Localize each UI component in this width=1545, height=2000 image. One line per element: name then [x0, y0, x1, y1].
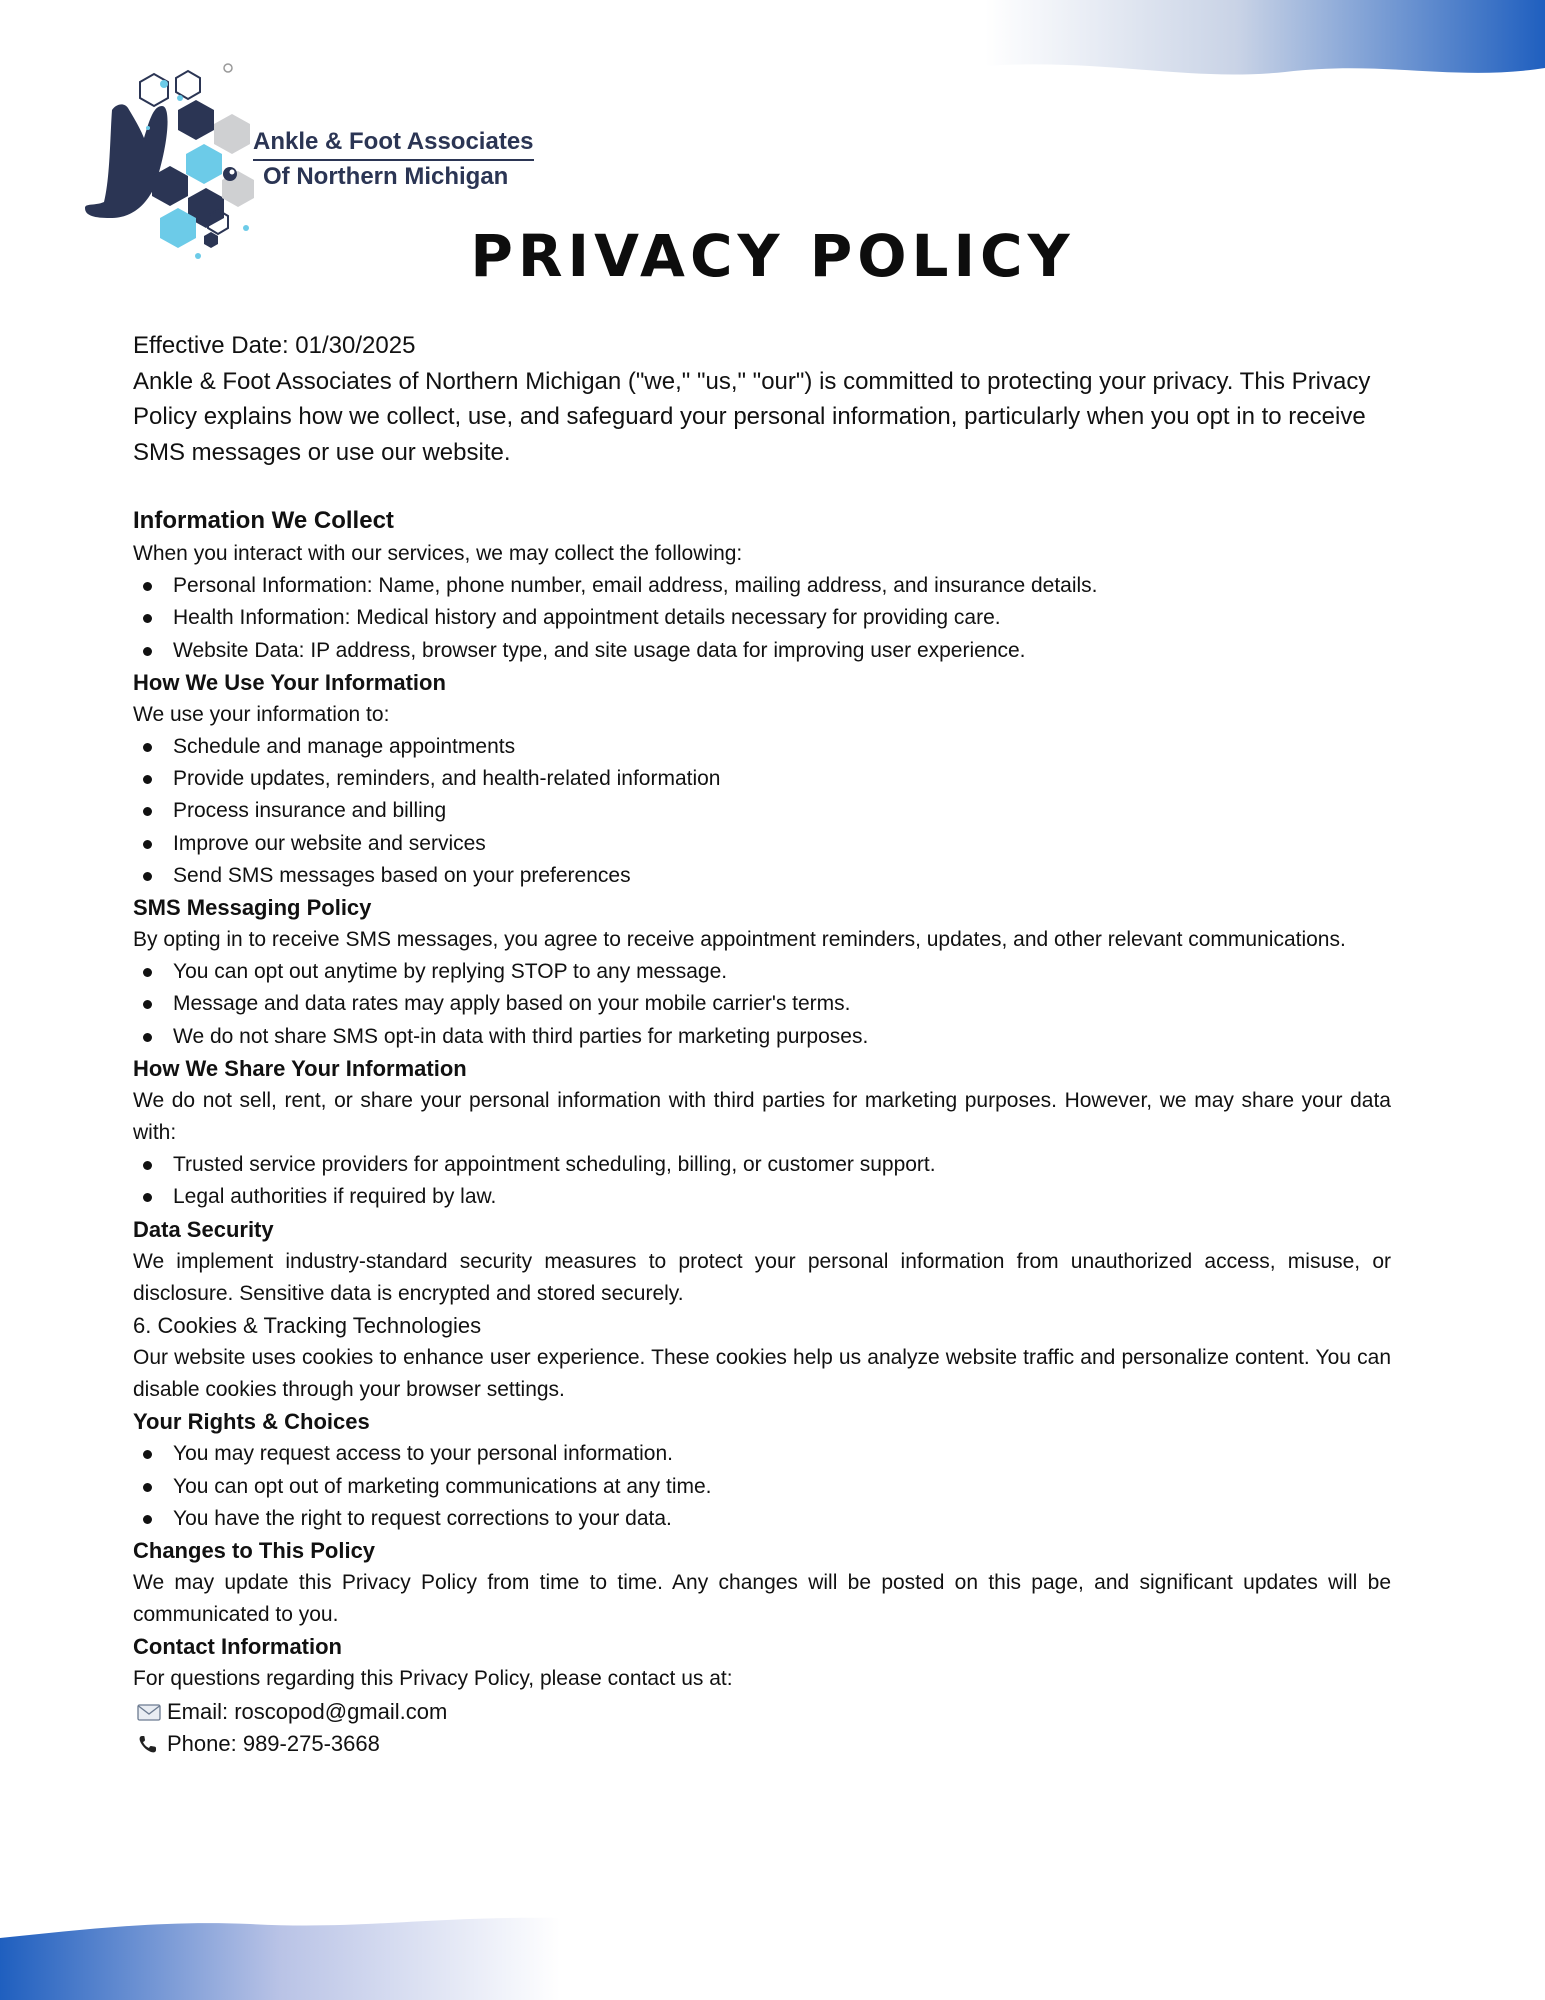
contact-email	[133, 1696, 1391, 1728]
section-text: For questions regarding this Privacy Policy, please contact us at:	[133, 1667, 733, 1691]
bullet-icon	[143, 1033, 152, 1042]
intro-paragraph: Ankle & Foot Associates of Northern Michigan ("we," "us," "our") is committed to protecting your privacy. This Privacy Policy explains how we collect, use, and safeguard your personal information, particularly when you opt in to receive SMS messages or use our website.	[133, 367, 1371, 466]
bullet-icon	[143, 1161, 152, 1170]
section-sms	[133, 892, 1391, 1053]
bullet-list	[133, 1438, 1391, 1535]
section-cookies	[133, 1310, 1391, 1406]
section-heading: Information We Collect	[133, 507, 394, 534]
policy-content	[133, 328, 1391, 1760]
bullet-icon	[143, 1193, 152, 1202]
phone-icon	[137, 1734, 161, 1754]
logo-name-line2: Of Northern Michigan	[263, 163, 509, 190]
bullet-list	[133, 731, 1391, 892]
list-item: Personal Information: Name, phone number, email address, mailing address, and insurance details.	[133, 570, 1391, 602]
bullet-icon	[143, 582, 152, 591]
bullet-icon	[143, 1483, 152, 1492]
contact-phone	[133, 1728, 1391, 1760]
section-contact	[133, 1631, 1391, 1760]
section-text: By opting in to receive SMS messages, you agree to receive appointment reminders, updates, and other relevant communications.	[133, 928, 1346, 952]
section-heading: Contact Information	[133, 1634, 342, 1660]
bullet-list	[133, 956, 1391, 1053]
envelope-icon	[137, 1702, 161, 1722]
bullet-icon	[143, 614, 152, 623]
bullet-icon	[143, 743, 152, 752]
bullet-list	[133, 1149, 1391, 1213]
section-text: We use your information to:	[133, 702, 390, 726]
bullet-icon	[143, 840, 152, 849]
section-collect	[133, 503, 1391, 667]
list-item: Website Data: IP address, browser type, and site usage data for improving user experience.	[133, 635, 1391, 667]
bottom-wave-decoration	[0, 1910, 560, 2000]
top-wave-decoration	[985, 0, 1545, 80]
section-heading: How We Use Your Information	[133, 669, 446, 695]
section-changes	[133, 1535, 1391, 1631]
section-text: Our website uses cookies to enhance user experience. These cookies help us analyze website traffic and personalize content. You can disable cookies through your browser settings.	[133, 1346, 1391, 1402]
bullet-list	[133, 570, 1391, 667]
list-item: Trusted service providers for appointment scheduling, billing, or customer support.	[133, 1149, 1391, 1181]
section-text: We may update this Privacy Policy from time to time. Any changes will be posted on this page, and significant updates will be communicated to you.	[133, 1571, 1391, 1627]
list-item: Message and data rates may apply based on your mobile carrier's terms.	[133, 988, 1391, 1020]
list-item: You may request access to your personal information.	[133, 1438, 1391, 1470]
bullet-icon	[143, 647, 152, 656]
list-item: Legal authorities if required by law.	[133, 1181, 1391, 1213]
section-heading: SMS Messaging Policy	[133, 895, 372, 921]
page-title: PRIVACY POLICY	[470, 222, 1075, 290]
bullet-icon	[143, 872, 152, 881]
section-text: We do not sell, rent, or share your personal information with third parties for marketing purposes. However, we may share your data with:	[133, 1088, 1391, 1145]
section-heading: Changes to This Policy	[133, 1538, 376, 1564]
contact-email-text: Email: roscopod@gmail.com	[167, 1698, 448, 1724]
list-item: Improve our website and services	[133, 828, 1391, 860]
effective-date: Effective Date: 01/30/2025	[133, 332, 416, 359]
list-item: You can opt out of marketing communications at any time.	[133, 1471, 1391, 1503]
intro	[133, 328, 1391, 470]
section-heading: How We Share Your Information	[133, 1055, 467, 1081]
list-item: Schedule and manage appointments	[133, 731, 1391, 763]
list-item: You have the right to request corrections to your data.	[133, 1503, 1391, 1535]
bullet-icon	[143, 1000, 152, 1009]
bullet-icon	[143, 1450, 152, 1459]
list-item: Provide updates, reminders, and health-related information	[133, 763, 1391, 795]
list-item: Health Information: Medical history and appointment details necessary for providing care.	[133, 602, 1391, 634]
section-heading: 6. Cookies & Tracking Technologies	[133, 1313, 482, 1339]
logo-wordmark	[253, 128, 534, 191]
section-rights	[133, 1406, 1391, 1535]
bullet-icon	[143, 807, 152, 816]
section-text: We implement industry-standard security measures to protect your personal information from unauthorized access, misuse, or disclosure. Sensitive data is encrypted and stored securely.	[133, 1249, 1391, 1305]
bullet-icon	[143, 1515, 152, 1524]
contact-phone-text: Phone: 989-275-3668	[167, 1730, 380, 1756]
list-item: Process insurance and billing	[133, 795, 1391, 827]
section-text: When you interact with our services, we may collect the following:	[133, 542, 743, 565]
bullet-icon	[143, 968, 152, 977]
logo-name-line1: Ankle & Foot Associates	[253, 128, 534, 161]
list-item: Send SMS messages based on your preferences	[133, 860, 1391, 892]
list-item: You can opt out anytime by replying STOP to any message.	[133, 956, 1391, 988]
section-share	[133, 1053, 1391, 1214]
list-item: We do not share SMS opt-in data with third parties for marketing purposes.	[133, 1021, 1391, 1053]
section-use	[133, 667, 1391, 892]
section-heading: Data Security	[133, 1216, 274, 1242]
section-security	[133, 1214, 1391, 1310]
section-heading: Your Rights & Choices	[133, 1409, 370, 1435]
bullet-icon	[143, 775, 152, 784]
